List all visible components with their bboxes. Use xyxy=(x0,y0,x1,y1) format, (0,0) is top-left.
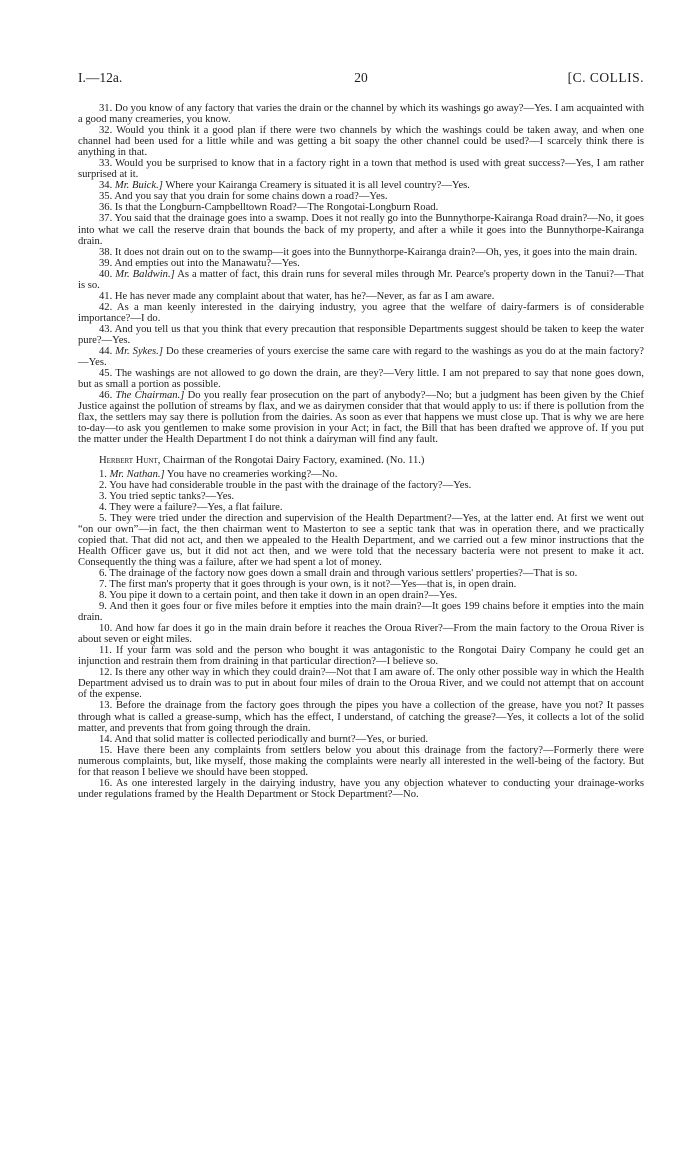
question-number: 2. xyxy=(99,479,107,491)
question-text: Would you be surprised to know that in a factory right in a town that method is used with great success?—Yes, I am rather surprised at it. xyxy=(78,158,644,181)
question-text: You tried septic tanks?—Yes. xyxy=(109,490,235,502)
question-paragraph xyxy=(78,469,644,480)
question-paragraph xyxy=(78,513,644,568)
question-number: 44. xyxy=(99,346,113,358)
question-text: They were tried under the direction and supervision of the Health Department?—Yes, at the latter end. At first we went out “on our own”—in fact, the then chairman went to Masterton to see a septic tank that was in operation there, and we practically copied that. That did not act, and then we appealed to the Health Department, and we carried out a few minor instructions that the Health Officer gave us, but it did not act then, and we were told that the necessary bacteria were not present to make it act. Consequently the thing was a failure, after we had spent a lot of money. xyxy=(78,512,644,568)
question-paragraph xyxy=(78,480,644,491)
question-number: 36. xyxy=(99,202,113,214)
question-paragraph xyxy=(78,368,644,390)
question-text: And empties out into the Manawatu?—Yes. xyxy=(114,257,300,269)
question-paragraph xyxy=(78,390,644,445)
question-text: Have there been any complaints from settlers below you about this drainage from the factory?—Formerly there were numerous complaints, but, like myself, those making the complaints were nearly all interested in the well-being of the factory. But for that reason I believe we should have been stopped. xyxy=(78,744,644,778)
evidence-block-collis xyxy=(78,103,644,445)
page-header xyxy=(78,70,644,88)
speaker-name: Mr. Nathan.] xyxy=(109,468,165,480)
question-text: Before the drainage from the factory goes through the pipes you have a collection of the grease, have you not? It passes through what is called a grease-sump, which has the effect, I understand, of catching the grease?—Yes, it collects a lot of the solid matter, and prevents that from going through the drain. xyxy=(78,700,644,734)
question-number: 34. xyxy=(99,180,113,192)
question-paragraph xyxy=(78,568,644,579)
question-text: You have had considerable trouble in the past with the drainage of the factory?—Yes. xyxy=(109,479,472,491)
speaker-name: Mr. Sykes.] xyxy=(115,346,163,358)
question-paragraph xyxy=(78,623,644,645)
question-paragraph xyxy=(78,778,644,800)
question-paragraph xyxy=(78,125,644,158)
question-number: 45. xyxy=(99,368,113,380)
question-text: The washings are not allowed to go down the drain, are they?—Very little. I am not prepared to say that none goes down, but as small a portion as possible. xyxy=(78,368,644,391)
question-number: 11. xyxy=(99,645,112,657)
question-number: 38. xyxy=(99,246,113,258)
question-paragraph xyxy=(78,213,644,246)
question-number: 5. xyxy=(99,512,107,524)
question-paragraph xyxy=(78,700,644,733)
question-paragraph xyxy=(78,202,644,213)
question-number: 8. xyxy=(99,590,107,602)
question-number: 7. xyxy=(99,578,107,590)
question-number: 13. xyxy=(99,700,113,712)
paper-reference: I.—12a. xyxy=(78,70,123,85)
question-text: And you say that you drain for some chains down a road?—Yes. xyxy=(114,191,388,203)
question-number: 41. xyxy=(99,290,113,302)
question-text: Do you really fear prosecution on the part of anybody?—No; but a judgment has been given by the Chief Justice against the pollution of streams by flax, and we as dairymen consider that that would apply to us: if there is pollution from the flax, the settlers may say there is pollution from the dairies. As soon as ever that happens we must close up. That is why we are here to-day—to ask you gentlemen to make some provision in your Act; in fact, the Bill that has been drafted we approve of. If you put the matter under the Health Department I do not think a dairyman will find any fault. xyxy=(78,390,644,446)
question-text: Where your Kairanga Creamery is situated it is all level country?—Yes. xyxy=(165,180,470,192)
question-paragraph xyxy=(78,645,644,667)
question-paragraph xyxy=(78,103,644,125)
question-text: And then it goes four or five miles before it empties into the main drain?—It goes 199 chains before it empties into the main drain. xyxy=(78,601,644,624)
witness-heading xyxy=(78,455,644,466)
question-text: The drainage of the factory now goes down a small drain and through various settlers' properties?—That is so. xyxy=(109,567,578,579)
question-number: 6. xyxy=(99,567,107,579)
question-number: 37. xyxy=(99,213,113,225)
question-text: It does not drain out on to the swamp—it goes into the Bunnythorpe-Kairanga drain?—Oh, yes, it goes into the main drain. xyxy=(114,246,638,258)
question-number: 35. xyxy=(99,191,113,203)
question-paragraph xyxy=(78,158,644,180)
question-number: 3. xyxy=(99,490,107,502)
witness-heading-number: (No. 11.) xyxy=(386,455,425,467)
question-paragraph xyxy=(78,667,644,700)
question-paragraph xyxy=(78,346,644,368)
question-text: Do you know of any factory that varies the drain or the channel by which its washings go away?—Yes. I am acquainted with a good many creameries, you know. xyxy=(78,103,644,126)
question-paragraph xyxy=(78,180,644,191)
question-text: As one interested largely in the dairying industry, have you any objection whatever to conducting your drainage-works under regulations framed by the Health Department or Stock Department?—No. xyxy=(78,777,644,800)
question-paragraph xyxy=(78,324,644,346)
question-number: 10. xyxy=(99,623,113,635)
question-number: 4. xyxy=(99,501,107,513)
question-paragraph xyxy=(78,302,644,324)
question-number: 16. xyxy=(99,777,113,789)
witness-heading-title: Chairman of the Rongotai Dairy Factory, examined. xyxy=(160,455,384,467)
question-number: 14. xyxy=(99,733,113,745)
question-text: You pipe it down to a certain point, and then take it down in an open drain?—Yes. xyxy=(109,590,458,602)
question-paragraph xyxy=(78,745,644,778)
question-text: The first man's property that it goes through is your own, is it not?—Yes—that is, in open drain. xyxy=(109,578,517,590)
question-paragraph xyxy=(78,734,644,745)
question-number: 31. xyxy=(99,103,113,114)
question-number: 15. xyxy=(99,744,113,756)
question-text: Do these creameries of yours exercise the same care with regard to the washings as you do at the main factory?—Yes. xyxy=(78,346,645,369)
question-text: And that solid matter is collected periodically and burnt?—Yes, or buried. xyxy=(114,733,429,745)
question-number: 12. xyxy=(99,667,113,679)
question-number: 39. xyxy=(99,257,113,269)
question-number: 9. xyxy=(99,601,107,613)
page-number: 20 xyxy=(354,70,368,85)
speaker-name: Mr. Buick.] xyxy=(114,180,163,192)
evidence-block-hunt xyxy=(78,469,644,800)
question-paragraph xyxy=(78,590,644,601)
question-paragraph xyxy=(78,579,644,590)
question-text: He has never made any complaint about that water, has he?—Never, as far as I am aware. xyxy=(114,290,495,302)
question-paragraph xyxy=(78,601,644,623)
question-text: And how far does it go in the main drain before it reaches the Oroua River?—From the main factory to the Oroua River is about seven or eight miles. xyxy=(78,623,644,646)
question-text: They were a failure?—Yes, a flat failure. xyxy=(109,501,283,513)
question-text: Is there any other way in which they could drain?—Not that I am aware of. The only other possible way in which the Health Department advised us to drain was to put in about four miles of drain to the Oroua River, and we could not attempt that on account of the expense. xyxy=(78,667,645,701)
question-number: 32. xyxy=(99,125,113,137)
witness-name: [C. COLLIS. xyxy=(567,70,644,85)
question-text: As a man keenly interested in the dairying industry, you agree that the welfare of dairy-farmers is of considerable importance?—I do. xyxy=(78,301,644,324)
witness-heading-name: Herbert Hunt, xyxy=(99,455,161,467)
speaker-name: Mr. Baldwin.] xyxy=(115,268,175,280)
question-text: Is that the Longburn-Campbelltown Road?—The Rongotai-Longburn Road. xyxy=(114,202,439,214)
question-number: 42. xyxy=(99,301,113,313)
question-text: You have no creameries working?—No. xyxy=(166,468,338,480)
question-text: If your farm was sold and the person who bought it was antagonistic to the Rongotai Dairy Company he could get an injunction and restrain them from draining in that particular direction?—I believe so. xyxy=(78,645,644,668)
question-text: You said that the drainage goes into a swamp. Does it not really go into the Bunnythorpe-Kairanga Road drain?—No, it goes into what we call the reserve drain that bounds the back of my property, and after a while it goes into the Bunnythorpe-Kairanga drain. xyxy=(78,213,644,247)
question-paragraph xyxy=(78,291,644,302)
question-text: And you tell us that you think that every precaution that responsible Departments suggest should be taken to keep the water pure?—Yes. xyxy=(78,323,644,346)
question-paragraph xyxy=(78,269,644,291)
document-body xyxy=(78,103,644,800)
question-paragraph xyxy=(78,491,644,502)
question-number: 40. xyxy=(99,268,113,280)
question-paragraph xyxy=(78,502,644,513)
question-paragraph xyxy=(78,191,644,202)
question-paragraph xyxy=(78,258,644,269)
question-number: 46. xyxy=(99,390,113,402)
question-text: As a matter of fact, this drain runs for several miles through Mr. Pearce's property down in the Tanui?—That is so. xyxy=(78,268,644,291)
question-text: Would you think it a good plan if there were two channels by which the washings could be taken away, and when one channel had been used for a little while and was getting a bit soapy the other channel could be used?—I scarcely think there is anything in that. xyxy=(78,125,644,159)
question-number: 43. xyxy=(99,323,113,335)
question-number: 1. xyxy=(99,468,107,480)
question-number: 33. xyxy=(99,158,113,170)
question-paragraph xyxy=(78,247,644,258)
speaker-name: The Chairman.] xyxy=(115,390,185,402)
